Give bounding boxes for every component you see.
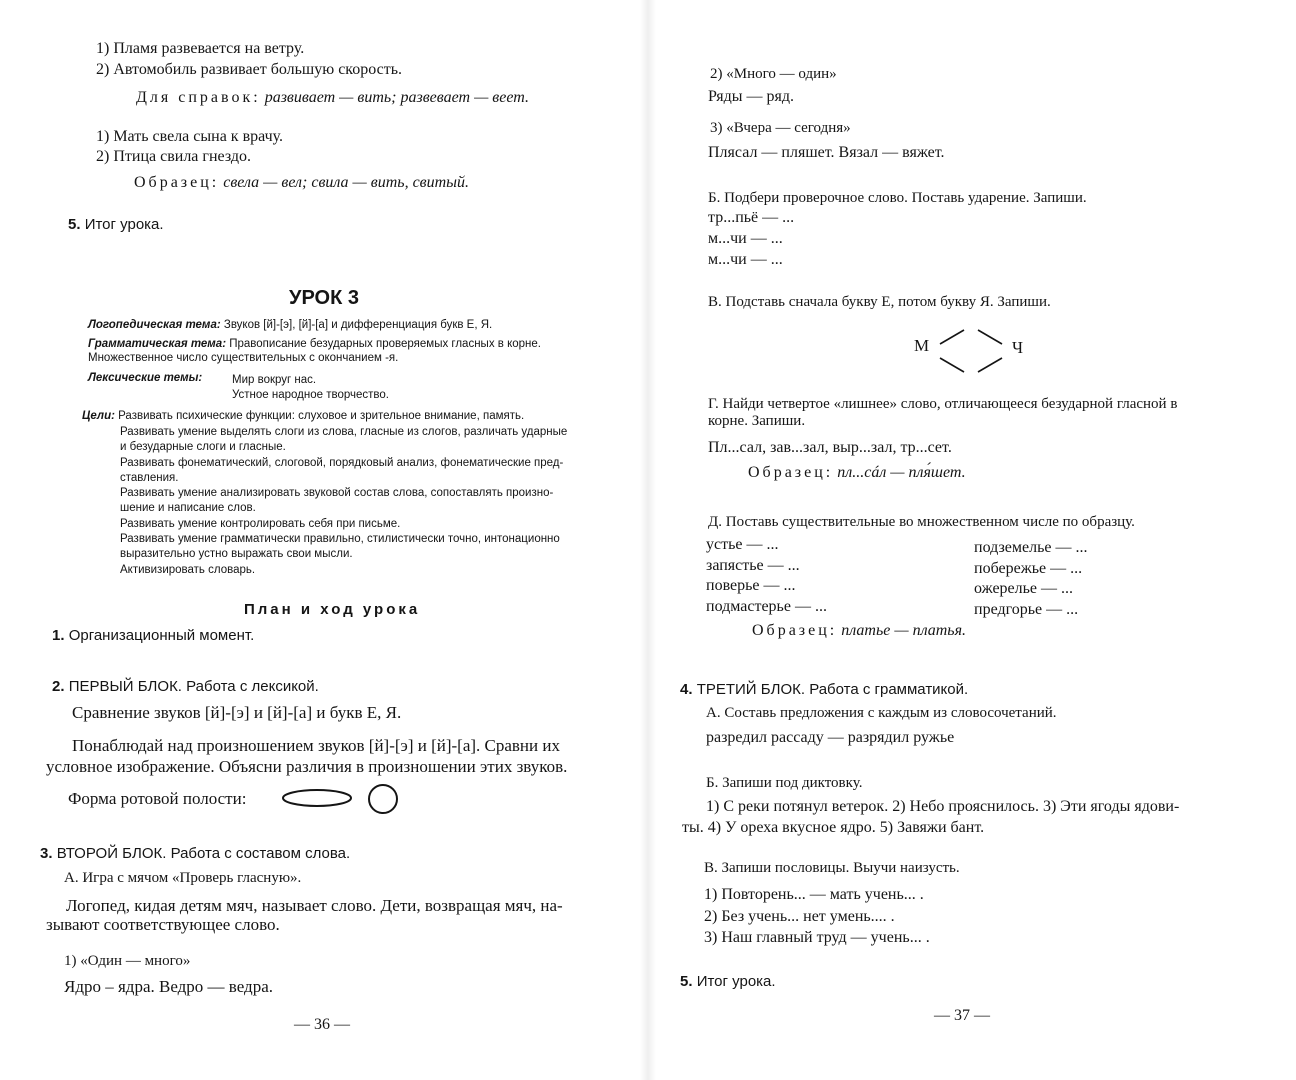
page-number-right: — 37 —: [934, 1007, 990, 1024]
ex-lead-line1: 1) Мать свела сына к врачу.: [96, 128, 284, 145]
plural-item: предгорье — ...: [974, 600, 1079, 618]
plural-item: устье — ...: [706, 536, 779, 553]
ref-note: [136, 89, 529, 107]
sub-one-many: 1) «Один — много»: [64, 953, 191, 969]
task-v4-proverbs: В. Запиши пословицы. Выучи наизусть.: [704, 860, 960, 876]
task-b4-dictation: Б. Запиши под диктовку.: [706, 775, 863, 791]
plural-col-2: [974, 538, 1087, 620]
item4-heading: 4. ТРЕТИЙ БЛОК. Работа с грамматикой.: [680, 681, 969, 698]
goal-line: и безударные слоги и гласные.: [120, 441, 286, 454]
gram-text: Правописание безударных проверяемых гласных в корне.: [229, 338, 541, 350]
task-g-words: Пл...сал, зав...зал, выр...зал, тр...сет.: [708, 439, 952, 456]
sample-note: [134, 174, 469, 192]
sub-yesterday-today: 3) «Вчера — сегодня»: [710, 120, 851, 136]
word-item: м...чи — ...: [708, 251, 783, 268]
item2-heading: 2. ПЕРВЫЙ БЛОК. Работа с лексикой.: [52, 678, 319, 695]
task-g-sample: Образец: пл...сáл — пля́шет.: [748, 464, 966, 481]
gram-theme: [88, 338, 541, 350]
diamond-stroke: [978, 358, 1002, 372]
mouth-shapes-drawing: [280, 782, 404, 818]
diamond-stroke: [940, 358, 964, 372]
ball-game-text2: зывают соответствующее слово.: [46, 915, 280, 934]
plural-col-1: [706, 535, 827, 617]
plural-item: побережье — ...: [974, 559, 1083, 577]
goal-line: ставления.: [120, 471, 179, 484]
sample-text: свела — вел; свила — вить, свитый.: [223, 174, 469, 191]
mouth-shape-label: Форма ротовой полости:: [68, 789, 247, 808]
logo-theme: [88, 319, 492, 331]
diamond-stroke: [940, 330, 964, 344]
plural-item: подмастерье — ...: [706, 597, 827, 615]
diamond-right-letter: Ч: [1012, 338, 1024, 357]
ball-game-title: А. Игра с мячом «Проверь гласную».: [64, 870, 302, 886]
ref-label: Для справок:: [136, 89, 261, 106]
page-number-left: — 36 —: [294, 1016, 350, 1033]
right-page: [648, 0, 1296, 1080]
logo-label: Логопедическая тема:: [88, 319, 221, 331]
word-item: тр...пьё — ...: [708, 209, 795, 226]
ex-lead-line2: 2) Птица свила гнездо.: [96, 148, 251, 165]
goal-line: выразительно устно выражать свои мысли.: [120, 548, 353, 561]
task-d-plural: Д. Поставь существительные во множественном числе по образцу.: [708, 514, 1135, 530]
sub-yesterday-today-example: Плясал — пляшет. Вязал — вяжет.: [708, 144, 945, 161]
goal-line: Развивать фонематический, слоговой, порядковый анализ, фонематические пред-: [120, 456, 564, 469]
ref-text: развивает — вить; развевает — веет.: [264, 89, 529, 106]
item5-right: 5. Итог урока.: [680, 973, 776, 990]
plural-item: ожерелье — ...: [974, 580, 1074, 597]
sample-label: Образец:: [134, 174, 220, 191]
plan-title: План и ход урока: [244, 601, 421, 618]
ball-game-text1: Логопед, кидая детям мяч, называет слово. Дети, возвращая мяч, на-: [66, 896, 563, 915]
logo-text: Звуков [й]-[э], [й]-[а] и дифференциация букв Е, Я.: [223, 319, 493, 331]
goal-line: Развивать умение выделять слоги из слова, гласные из слогов, различать ударные: [120, 426, 568, 438]
lesson-title: УРОК 3: [289, 287, 359, 309]
task-g-line1: Г. Найди четвертое «лишнее» слово, отличающееся безударной гласной в: [708, 396, 1178, 412]
item5-left: [68, 216, 164, 233]
task-v-letters: В. Подставь сначала букву Е, потом букву Я. Запиши.: [708, 294, 1051, 310]
goal-line: Развивать умение грамматически правильно, стилистически точно, интонационно: [120, 533, 560, 546]
item5-text: Итог урока.: [84, 216, 164, 233]
mouth-round-shape: [369, 785, 397, 813]
sub-one-many-example: Ядро – ядра. Ведро — ведра.: [64, 977, 274, 996]
task-b-words: [708, 207, 794, 270]
goal-line: Развивать умение анализировать звуковой состав слова, сопоставлять произно-: [120, 487, 554, 500]
task-d-sample: Образец: платье — платья.: [752, 622, 967, 639]
word-item: м...чи — ...: [708, 230, 783, 247]
proverb-line: 3) Наш главный труд — учень... .: [704, 929, 930, 946]
observe-line1: Понаблюдай над произношением звуков [й]-[э] и [й]-[а]. Сравни их: [72, 736, 560, 755]
lex-label: Лексические темы:: [88, 372, 203, 384]
lex-text2: Устное народное творчество.: [232, 389, 389, 401]
diamond-left-letter: М: [914, 336, 930, 355]
proverb-line: 1) Повторень... — мать учень... .: [704, 886, 924, 903]
sub-many-one-example: Ряды — ряд.: [708, 88, 795, 105]
task-a4-sentences: А. Составь предложения с каждым из словосочетаний.: [706, 705, 1057, 721]
goals-label: Цели:: [82, 410, 115, 422]
dictation-line1: 1) С реки потянул ветерок. 2) Небо прояснилось. 3) Эти ягоды ядови-: [706, 798, 1180, 815]
task-b-check-word: Б. Подбери проверочное слово. Поставь ударение. Запиши.: [708, 190, 1087, 206]
diamond-stroke: [978, 330, 1002, 344]
ex-wind-line2: 2) Автомобиль развивает большую скорость.: [96, 61, 403, 78]
proverb-line: 2) Без учень... нет умень.... .: [704, 907, 895, 925]
gram-label: Грамматическая тема:: [88, 338, 227, 350]
plural-item: поверье — ...: [706, 577, 796, 594]
plural-item: подземелье — ...: [974, 539, 1088, 556]
gram-text2: Множественное число существительных с окончанием -я.: [88, 352, 399, 364]
goals-list: [120, 425, 567, 578]
item3-heading: 3. ВТОРОЙ БЛОК. Работа с составом слова.: [40, 845, 351, 862]
sub-many-one: 2) «Много — один»: [710, 66, 837, 82]
goal-line: шение и написание слов.: [120, 502, 256, 515]
lex-text1: Мир вокруг нас.: [232, 374, 317, 386]
dictation-line2: ты. 4) У ореха вкусное ядро. 5) Завяжи бант.: [682, 819, 985, 836]
item1: 1. Организационный момент.: [52, 627, 255, 644]
plural-item: запястье — ...: [706, 556, 800, 574]
item5-num: 5.: [68, 216, 81, 233]
observe-line2: условное изображение. Объясни различия в произношении этих звуков.: [46, 757, 568, 776]
proverbs-list: [704, 884, 930, 949]
goal-line: Развивать умение контролировать себя при письме.: [120, 517, 401, 530]
goals-first: Цели: Развивать психические функции: слуховое и зрительное внимание, память.: [82, 410, 525, 422]
mouth-oval-shape: [283, 790, 351, 806]
ex-wind-line1: 1) Пламя развевается на ветру.: [96, 40, 305, 57]
goal-line: Активизировать словарь.: [120, 563, 256, 576]
compare-sounds: Сравнение звуков [й]-[э] и [й]-[а] и букв Е, Я.: [72, 703, 402, 722]
task-a4-phrases: разредил рассаду — разрядил ружье: [706, 729, 955, 746]
task-g-line2: корне. Запиши.: [708, 413, 806, 429]
